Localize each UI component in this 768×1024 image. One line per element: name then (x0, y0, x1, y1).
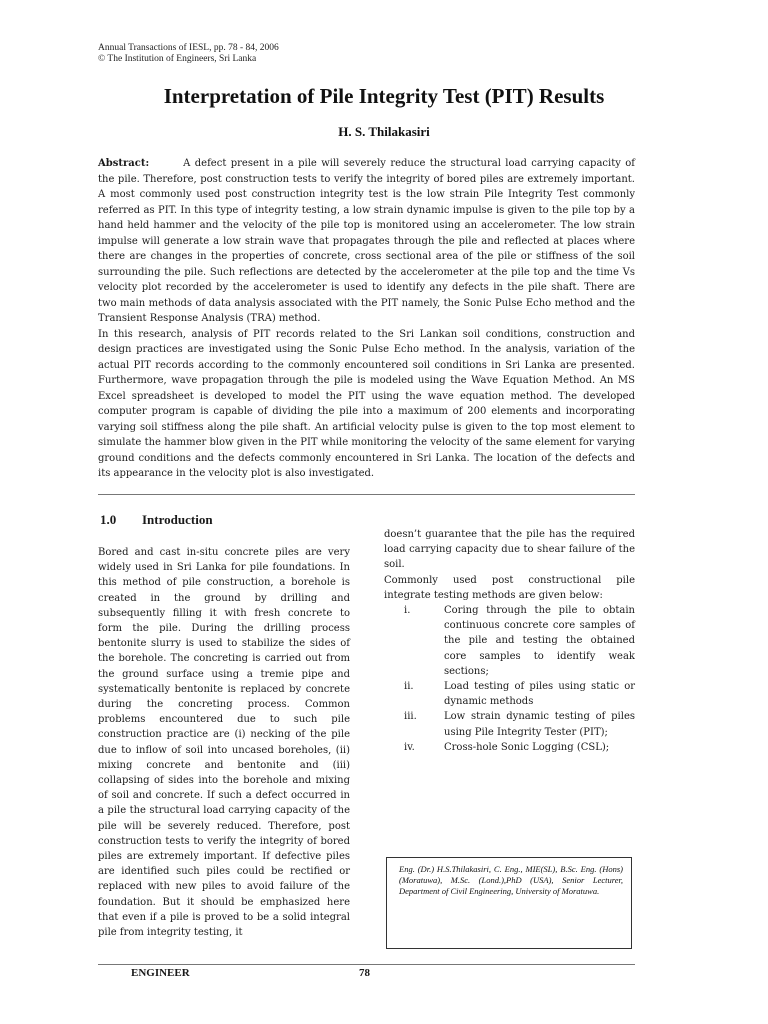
list-item-number: i. (404, 605, 411, 617)
list-item-text: Load testing of piles using static or dynamic methods (444, 681, 635, 708)
list-item (384, 740, 635, 755)
journal-citation: Annual Transactions of IESL, pp. 78 - 84, 2006 (98, 43, 279, 53)
left-column (98, 545, 350, 940)
list-item-text: Cross-hole Sonic Logging (CSL); (444, 741, 610, 753)
author-footnote-text: Eng. (Dr.) H.S.Thilakasiri, C. Eng., MIE(SL), B.Sc. Eng. (Hons) (Moratuwa), M.Sc. (Lond.),PhD (USA), Senior Lecturer, Department of Civil Engineering, University of Moratuwa. (399, 864, 623, 896)
abstract-paragraph-2: In this research, analysis of PIT records related to the Sri Lankan soil conditions, construction and design practices are investigated using the Sonic Pulse Echo method. In the analysis, variation of the actual PIT records according to the commonly encountered soil conditions in Sri Lanka are presented. Furthermore, wave propagation through the pile is modeled using the Wave Equation Method. An MS Excel spreadsheet is developed to model the PIT using the wave equation method. The developed computer program is capable of dividing the pile into a maximum of 200 elements and incorporating varying soil stiffness along the pile shaft. An artificial velocity pulse is given to the top most element to simulate the hammer blow given in the PIT while monitoring the velocity of the same element for varying ground conditions and the defects commonly encountered in Sri Lanka. The location of the defects and its appearance in the velocity plot is also investigated. (98, 328, 635, 479)
testing-methods-list (384, 603, 635, 755)
abstract-paragraph-1: Abstract: A defect present in a pile will severely reduce the structural load carrying capacity of the pile. Therefore, post construction tests to verify the integrity of bored piles are extremely important. A most commonly used post construction integrity test is the low strain Pile Integrity Test commonly referred as PIT. In this type of integrity testing, a low strain dynamic impulse is given to the pile top by a hand held hammer and the velocity of the pile top is monitored using an accelerometer. The low strain impulse will generate a low strain wave that propagates through the pile and reflected at places where there are changes in the properties of concrete, cross sectional area of the pile or stiffness of the soil surrounding the pile. Such reflections are detected by the accelerometer at the pile top and the time Vs velocity plot recorded by the accelerometer is used to identify any defects in the pile shaft. There are two main methods of data analysis associated with the PIT namely, the Sonic Pulse Echo method and the Transient Response Analysis (TRA) method. (98, 158, 635, 324)
list-intro: Commonly used post constructional pile integrate testing methods are given below: (384, 574, 635, 601)
copyright-line: © The Institution of Engineers, Sri Lanka (98, 54, 257, 64)
list-item-text: Low strain dynamic testing of piles using Pile Integrity Tester (PIT); (444, 711, 635, 738)
page-number: 78 (359, 967, 370, 979)
abstract-block (98, 156, 635, 482)
intro-paragraph: Bored and cast in-situ concrete piles are very widely used in Sri Lanka for pile foundations. In this method of pile construction, a borehole is created in the ground by drilling and subsequently filling it with fresh concrete to form the pile. During the drilling process bentonite slurry is used to stabilize the sides of the borehole. The concreting is carried out from the ground surface using a tremie pipe and systematically bentonite is replaced by concrete during the concreting process. Common problems encountered due to such pile construction practice are (i) necking of the pile due to inflow of soil into uncased boreholes, (ii) mixing concrete and bentonite and (iii) collapsing of sides into the borehole and mixing of soil and concrete. If such a defect occurred in a pile the structural load carrying capacity of the pile will be severely reduced. Therefore, post construction tests to verify the integrity of bored piles are extremely important. If defective piles are identified such piles could be rectified or replaced with new piles to avoid failure of the foundation. But it should be emphasized here that even if a pile is proved to be a solid integral pile from integrity testing, it (98, 547, 350, 939)
list-item (384, 603, 635, 679)
list-item (384, 679, 635, 709)
list-item-number: iii. (404, 711, 417, 723)
author-footnote-box (386, 857, 632, 949)
footer-rule (98, 964, 635, 965)
right-column (384, 527, 635, 755)
list-item-number: ii. (404, 681, 414, 693)
section-number: 1.0 (100, 512, 117, 527)
list-item (384, 709, 635, 739)
abstract-label: Abstract: (98, 158, 150, 169)
footer-journal-name: ENGINEER (131, 967, 190, 979)
paper-title: Interpretation of Pile Integrity Test (PIT) Results (163, 84, 605, 108)
abstract-divider (98, 494, 635, 495)
intro-continuation: doesn’t guarantee that the pile has the required load carrying capacity due to shear failure of the soil. (384, 529, 635, 571)
list-item-text: Coring through the pile to obtain continuous concrete core samples of the pile and testing the obtained core samples to identify weak sections; (444, 605, 635, 677)
list-item-number: iv. (404, 741, 415, 753)
section-title: Introduction (142, 512, 213, 527)
section-heading (100, 512, 213, 528)
paper-author: H. S. Thilakasiri (338, 124, 430, 139)
